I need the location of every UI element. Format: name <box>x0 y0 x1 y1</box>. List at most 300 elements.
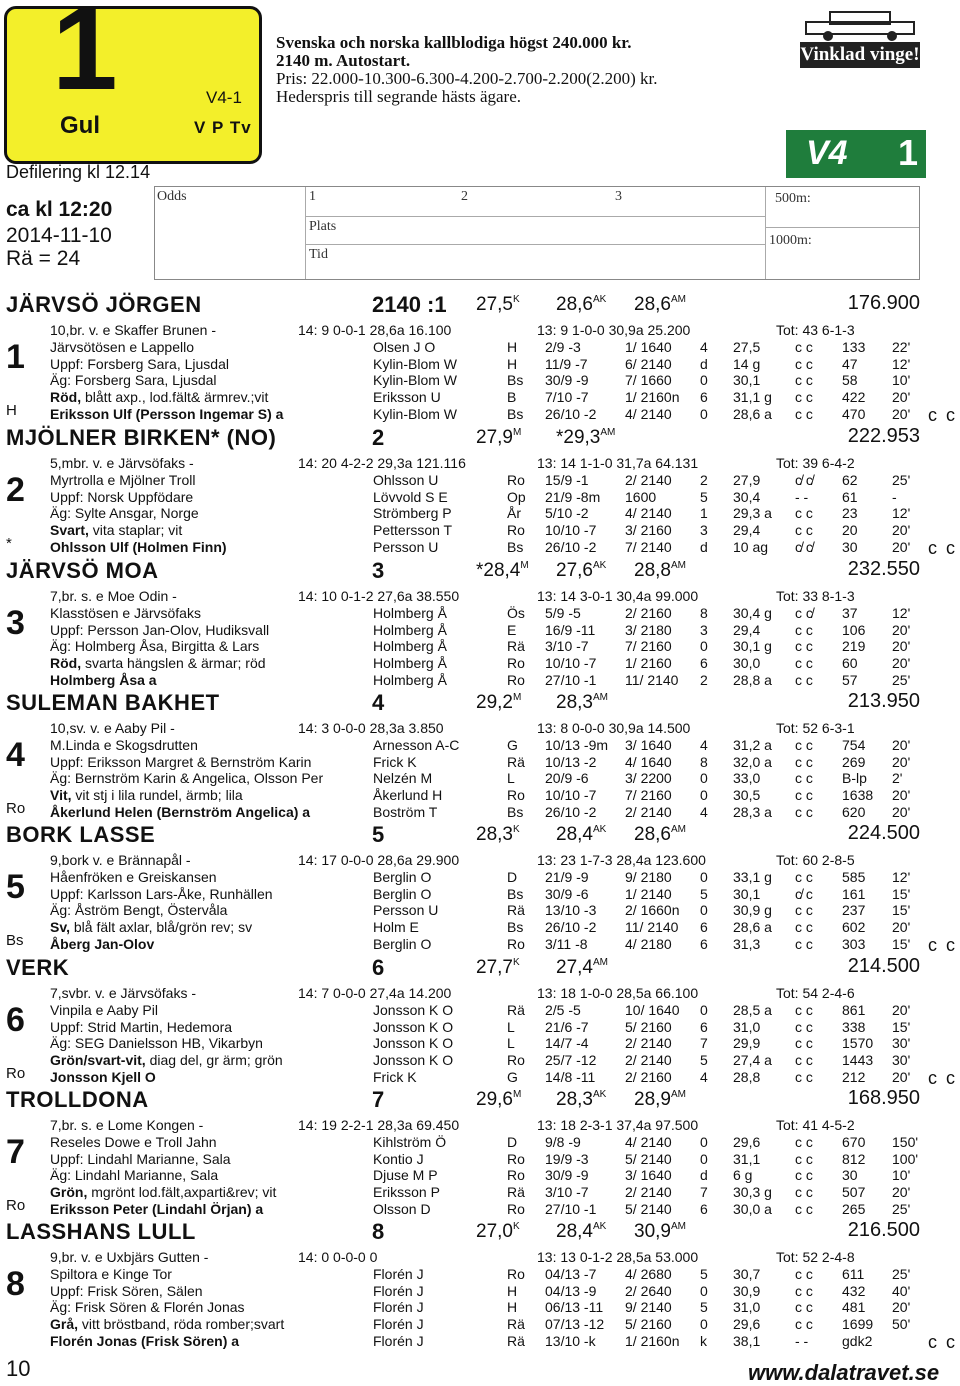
cell-ds: 0 <box>700 1001 708 1018</box>
cell-info: Vinpila e Aaby Pil <box>50 1001 158 1018</box>
cell-drv: Arnesson A-C <box>373 736 460 753</box>
cell-dt: 27/10 -1 <box>545 672 597 688</box>
horse-money: 213.950 <box>847 690 920 712</box>
grid-1000m: 1000m: <box>769 233 812 248</box>
cell-dt: 14/8 -11 <box>545 1069 596 1085</box>
cell-pr: 20' <box>892 919 911 936</box>
cell-info: Uppf: Forsberg Sara, Ljusdal <box>50 355 229 372</box>
cell-pl: 7/ 1660 <box>625 372 672 389</box>
cell-tm: 31,3 <box>733 936 761 952</box>
cell-pl: 5/ 2140 <box>625 1150 672 1167</box>
cell-info: Järvsötösen e Lappello <box>50 338 194 355</box>
cell-trk: L <box>507 770 515 787</box>
record-suffix: AM <box>600 427 616 438</box>
cell-ds: 4 <box>700 1069 708 1085</box>
cell-tm: 27,4 a <box>733 1052 772 1069</box>
horse-record-2 <box>556 824 606 846</box>
record-suffix: AK <box>592 294 607 305</box>
horse-money: 176.900 <box>847 292 920 314</box>
cell-trk: H <box>507 338 518 355</box>
cell-ds: 6 <box>700 1018 708 1035</box>
horse-record-1 <box>476 957 520 979</box>
cell-trk: L <box>507 1035 515 1052</box>
cell-trk: H <box>507 1282 518 1299</box>
cell-ds: 6 <box>700 655 708 672</box>
cell-pl: 5/ 2160 <box>625 1316 672 1333</box>
horse-number: 4 <box>6 736 25 774</box>
cell-tm: Tot: 33 8-1-3 <box>776 588 855 604</box>
cell-tm: 30,1 g <box>733 638 772 655</box>
defilering-time: Defilering kl 12.14 <box>6 162 151 182</box>
cell-sh: c̸ c <box>795 885 813 902</box>
cell-drv: Åkerlund H <box>373 787 443 804</box>
cell-info: Äg: Frisk Sören & Florén Jonas <box>50 1299 245 1316</box>
race-title: Svenska och norska kallblodiga högst 240.000 kr. <box>276 33 632 52</box>
cell-info: Vit, vit stj i lila rundel, ärmb; lila <box>50 787 243 804</box>
cell-ds: 2 <box>700 672 708 688</box>
cell-pl: 1/ 2160n <box>625 389 680 406</box>
cell-info: Uppf: Strid Martin, Hedemora <box>50 1018 233 1035</box>
cell-trk: Op <box>507 488 526 505</box>
cell-pr: 12' <box>892 868 911 885</box>
cell-pr: 20' <box>892 655 911 672</box>
horse-start: 2140 :1 <box>372 292 447 317</box>
cell-dt: 13: 14 3-0-1 30,4a 99.000 <box>537 588 699 604</box>
cell-info: Reseles Dowe e Troll Jahn <box>50 1133 217 1150</box>
grid-odds: Odds <box>157 189 187 204</box>
cell-tm: Tot: 43 6-1-3 <box>776 322 855 338</box>
cell-info: 10,br. v. e Skaffer Brunen - <box>50 322 217 338</box>
cell-sh: c c <box>795 372 813 389</box>
cell-od: 133 <box>842 338 866 355</box>
site-url: www.dalatravet.se <box>748 1360 940 1385</box>
cell-pl: 2/ 2140 <box>625 804 672 820</box>
horse-money: 216.500 <box>847 1219 920 1241</box>
cell-od: 161 <box>842 885 866 902</box>
record-value: *29,3 <box>556 427 601 448</box>
cell-pl: 3/ 1640 <box>625 736 672 753</box>
horse-record-1 <box>476 1221 520 1243</box>
cell-sh: c c <box>795 902 813 919</box>
vinklad-vinge-logo <box>800 8 920 68</box>
result-grid <box>154 186 920 280</box>
cell-dt: 10/13 -9m <box>545 736 609 753</box>
cell-drv: Persson U <box>373 902 439 919</box>
cell-sh: c c <box>795 1035 813 1052</box>
horse-record-1 <box>476 427 521 449</box>
cell-trk: Ro <box>507 1265 525 1282</box>
cell-drv: Eriksson P <box>373 1184 440 1201</box>
record-value: 30,9 <box>634 1221 671 1242</box>
cell-info: Uppf: Karlsson Lars-Åke, Runhällen <box>50 885 273 902</box>
race-honor: Hederspris till segrande hästs ägare. <box>276 87 521 106</box>
cell-tm: 6 g <box>733 1167 753 1184</box>
cell-ds: d <box>700 539 708 555</box>
cell-info: 5,mbr. v. e Järvsöfaks - <box>50 455 194 471</box>
cell-dt: 06/13 -11 <box>545 1299 604 1316</box>
cell-ds: 6 <box>700 1201 708 1217</box>
cell-trk: Bs <box>507 372 524 389</box>
cell-drv: 14: 7 0-0-0 27,4a 14.200 <box>298 985 452 1001</box>
record-value: 28,6 <box>634 294 671 315</box>
cell-trk: E <box>507 621 517 638</box>
cell-pl: 2/ 2140 <box>625 1035 672 1052</box>
cell-od: 61 <box>842 488 858 505</box>
race-badge <box>4 6 262 164</box>
cell-info: Grön/svart-vit, diag del, gr ärm; grön <box>50 1052 283 1069</box>
cell-dt: 21/9 -9 <box>545 868 589 885</box>
cell-sh: c c <box>795 672 813 688</box>
cell-dt: 5/9 -5 <box>545 604 581 621</box>
cell-drv: Berglin O <box>373 868 432 885</box>
cell-info: Klasstösen e Järvsöfaks <box>50 604 201 621</box>
cell-od: 481 <box>842 1299 866 1316</box>
record-value: 28,6 <box>634 824 671 845</box>
record-suffix: AM <box>670 560 686 571</box>
cell-pr: 150' <box>892 1133 919 1150</box>
cell-ds: 4 <box>700 338 708 355</box>
cell-dt: 10/10 -7 <box>545 787 597 804</box>
cell-dt: 13: 18 1-0-0 28,5a 66.100 <box>537 985 699 1001</box>
v4-logo <box>786 130 926 178</box>
cell-ds: k <box>700 1333 707 1349</box>
horse-record-2 <box>556 294 606 316</box>
horse-badge: Ro <box>6 1197 26 1214</box>
cell-drv: Holmberg Å <box>373 604 447 621</box>
shoe-indicator: c c <box>928 1332 958 1352</box>
cell-dt: 3/11 -8 <box>545 936 588 952</box>
horse-name: JÄRVSÖ MOA <box>6 558 159 583</box>
horse-start: 3 <box>372 558 385 583</box>
cell-pr: 15' <box>892 1018 911 1035</box>
cell-pr: - <box>892 488 897 505</box>
game-type: V4-1 <box>206 88 242 107</box>
cell-dt: 04/13 -9 <box>545 1282 597 1299</box>
cell-trk: Bs <box>507 406 524 422</box>
cell-drv: Florén J <box>373 1299 424 1316</box>
cell-pl: 2/ 2140 <box>625 1184 672 1201</box>
cell-pl: 1/ 1640 <box>625 338 672 355</box>
cell-od: 47 <box>842 355 858 372</box>
record-suffix: AM <box>670 1089 686 1100</box>
cell-trk: H <box>507 1299 518 1316</box>
cell-drv: Strömberg P <box>373 505 452 522</box>
cell-pl: 2/ 2140 <box>625 1052 672 1069</box>
cell-pr: 2' <box>892 770 903 787</box>
cell-drv: Berglin O <box>373 885 432 902</box>
cell-od: 470 <box>842 406 866 422</box>
record-value: 27,7 <box>476 957 513 978</box>
cell-pl: 2/ 1660n <box>625 902 680 919</box>
cell-drv: 14: 19 2-2-1 28,3a 69.450 <box>298 1117 460 1133</box>
cell-drv: Jonsson K O <box>373 1001 454 1018</box>
cell-pr: 20' <box>892 406 911 422</box>
horse-record-1 <box>476 1089 521 1111</box>
record-value: 28,8 <box>634 560 671 581</box>
cell-od: 1638 <box>842 787 874 804</box>
cell-info: Holmberg Åsa a <box>50 672 157 688</box>
cell-dt: 11/9 -7 <box>545 355 588 372</box>
cell-sh: c c <box>795 919 813 936</box>
cell-ds: 7 <box>700 1184 708 1201</box>
cell-dt: 21/9 -8m <box>545 488 601 505</box>
record-suffix: AK <box>592 560 607 571</box>
cell-od: 62 <box>842 471 858 488</box>
record-value: 28,4 <box>556 824 593 845</box>
cell-trk: Rä <box>507 902 525 919</box>
horse-entry <box>0 558 960 690</box>
cell-tm: 30,4 <box>733 488 761 505</box>
record-suffix: AK <box>592 1221 607 1232</box>
cell-drv: Olsson D <box>373 1201 431 1217</box>
horse-number: 3 <box>6 604 25 642</box>
cell-dt: 30/9 -9 <box>545 1167 589 1184</box>
cell-od: 20 <box>842 522 858 539</box>
cell-sh: c c <box>795 1282 813 1299</box>
cell-tm: 30,4 g <box>733 604 772 621</box>
record-value: 27,4 <box>556 957 593 978</box>
race-ra: Rä = 24 <box>6 247 81 270</box>
cell-drv: Eriksson U <box>373 389 441 406</box>
cell-pl: 11/ 2140 <box>625 919 679 936</box>
cell-drv: Florén J <box>373 1333 424 1349</box>
cell-sh: c c <box>795 1018 813 1035</box>
cell-od: 432 <box>842 1282 866 1299</box>
horse-start: 4 <box>372 690 385 715</box>
horse-money: 168.950 <box>847 1087 920 1109</box>
cell-pr: 12' <box>892 355 911 372</box>
cell-ds: 5 <box>700 885 708 902</box>
cell-drv: Boström T <box>373 804 438 820</box>
cell-info: Åkerlund Helen (Bernström Angelica) a <box>50 804 311 820</box>
cell-od: 219 <box>842 638 866 655</box>
cell-trk: Ro <box>507 1150 525 1167</box>
cell-trk: Ro <box>507 787 525 804</box>
cell-drv: Holmberg Å <box>373 672 447 688</box>
cell-dt: 26/10 -2 <box>545 406 597 422</box>
cell-pl: 10/ 1640 <box>625 1001 680 1018</box>
cell-drv: Persson U <box>373 539 439 555</box>
cell-ds: 0 <box>700 787 708 804</box>
cell-drv: Jonsson K O <box>373 1052 454 1069</box>
cell-pr: 22' <box>892 338 911 355</box>
cell-drv: Frick K <box>373 1069 417 1085</box>
cell-drv: Pettersson T <box>373 522 453 539</box>
horse-money: 214.500 <box>847 955 920 977</box>
shoe-indicator: c c <box>928 405 958 425</box>
cell-info: Äg: Lindahl Marianne, Sala <box>50 1167 219 1184</box>
record-value: 27,5 <box>476 294 513 315</box>
cell-sh: c c <box>795 389 813 406</box>
cell-info: Florén Jonas (Frisk Sören) a <box>50 1333 240 1349</box>
record-suffix: AM <box>670 824 686 835</box>
cell-pl: 1/ 2160 <box>625 655 672 672</box>
cell-drv: Florén J <box>373 1316 424 1333</box>
horse-record-2 <box>556 427 615 449</box>
cell-dt: 10/10 -7 <box>545 655 597 672</box>
cell-info: Uppf: Eriksson Margret & Bernström Karin <box>50 753 312 770</box>
horse-name: MJÖLNER BIRKEN* (NO) <box>6 425 277 450</box>
cell-dt: 13: 23 1-7-3 28,4a 123.600 <box>537 852 706 868</box>
cell-trk: Rä <box>507 1333 525 1349</box>
cell-sh: c c <box>795 804 813 820</box>
grid-col3: 3 <box>615 189 622 204</box>
cell-info: Åberg Jan-Olov <box>50 936 155 952</box>
cell-trk: Rä <box>507 753 525 770</box>
cell-drv: Jonsson K O <box>373 1035 454 1052</box>
cell-tm: 31,1 g <box>733 389 772 406</box>
grid-col2: 2 <box>461 189 468 204</box>
cell-info: Ohlsson Ulf (Holmen Finn) <box>50 539 227 555</box>
cell-sh: c c <box>795 770 813 787</box>
horse-entry <box>0 690 960 822</box>
cell-ds: 5 <box>700 488 708 505</box>
cell-ds: 4 <box>700 804 708 820</box>
cell-trk: Ro <box>507 672 525 688</box>
cell-pl: 4/ 2680 <box>625 1265 672 1282</box>
cell-tm: 30,7 <box>733 1265 761 1282</box>
cell-ds: 5 <box>700 1299 708 1316</box>
cell-dt: 04/13 -7 <box>545 1265 597 1282</box>
cell-info: Eriksson Ulf (Persson Ingemar S) a <box>50 406 284 422</box>
cell-pr: 15' <box>892 885 911 902</box>
cell-drv: Ohlsson U <box>373 471 439 488</box>
horse-record-3 <box>634 294 686 316</box>
cell-trk: Bs <box>507 919 524 936</box>
cell-tm: 29,3 a <box>733 505 772 522</box>
cell-drv: Djuse M P <box>373 1167 438 1184</box>
cell-tm: 30,9 <box>733 1282 761 1299</box>
v4-logo-left: V4 <box>806 134 848 172</box>
cell-tm: 29,4 <box>733 522 761 539</box>
cell-trk: Rä <box>507 1316 525 1333</box>
record-value: 28,9 <box>634 1089 671 1110</box>
cell-sh: c c <box>795 505 813 522</box>
cell-trk: Bs <box>507 804 524 820</box>
cell-tm: 31,0 <box>733 1299 761 1316</box>
race-date: 2014-11-10 <box>6 224 112 247</box>
cell-pl: 2/ 2640 <box>625 1282 672 1299</box>
cell-od: 303 <box>842 936 866 952</box>
cell-pl: 2/ 2160 <box>625 1069 672 1085</box>
cell-pr: 20' <box>892 522 911 539</box>
cell-od: 106 <box>842 621 866 638</box>
cell-drv: 14: 17 0-0-0 28,6a 29.900 <box>298 852 460 868</box>
page-number: 10 <box>6 1356 31 1381</box>
cell-tm: 28,3 a <box>733 804 772 820</box>
cell-pr: 20' <box>892 736 911 753</box>
cell-od: 30 <box>842 1167 858 1184</box>
cell-sh: c c <box>795 1167 813 1184</box>
cell-pl: 3/ 2160 <box>625 522 672 539</box>
cell-ds: 0 <box>700 770 708 787</box>
cell-pr: 10' <box>892 372 911 389</box>
cell-sh: c c <box>795 1150 813 1167</box>
cell-info: 7,br. s. e Moe Odin - <box>50 588 177 604</box>
horse-entry <box>0 955 960 1087</box>
cell-od: 1570 <box>842 1035 874 1052</box>
cell-tm: 30,3 g <box>733 1184 772 1201</box>
cell-sh: c c <box>795 736 813 753</box>
cell-tm: 28,6 a <box>733 406 772 422</box>
horse-record-2 <box>556 1221 606 1243</box>
race-distance: 2140 m. Autostart. <box>276 51 411 70</box>
cell-drv: 14: 3 0-0-0 28,3a 3.850 <box>298 720 444 736</box>
cell-sh: c c <box>795 936 813 952</box>
cell-dt: 26/10 -2 <box>545 539 597 555</box>
cell-tm: 32,0 a <box>733 753 772 770</box>
cell-ds: 0 <box>700 902 708 919</box>
cell-ds: 3 <box>700 522 708 539</box>
cell-od: 754 <box>842 736 866 753</box>
cell-od: 602 <box>842 919 866 936</box>
cell-dt: 30/9 -9 <box>545 372 589 389</box>
cell-tm: Tot: 39 6-4-2 <box>776 455 855 471</box>
record-suffix: M <box>512 427 522 438</box>
cell-od: 611 <box>842 1265 865 1282</box>
cell-dt: 13: 18 2-3-1 37,4a 97.500 <box>537 1117 699 1133</box>
cell-dt: 5/10 -2 <box>545 505 589 522</box>
cell-dt: 20/9 -6 <box>545 770 589 787</box>
cell-pl: 3/ 1640 <box>625 1167 672 1184</box>
cell-sh: c c <box>795 621 813 638</box>
cell-info: Äg: Bernström Karin & Angelica, Olsson Per <box>50 770 324 787</box>
cell-trk: Bs <box>507 539 524 555</box>
horse-entry <box>0 1219 960 1351</box>
cell-od: 812 <box>842 1150 866 1167</box>
cell-sh: c c <box>795 522 813 539</box>
cell-ds: 3 <box>700 621 708 638</box>
cell-pl: 4/ 2140 <box>625 406 672 422</box>
cell-od: 338 <box>842 1018 866 1035</box>
horse-start: 7 <box>372 1087 385 1112</box>
cell-pl: 11/ 2140 <box>625 672 679 688</box>
cell-od: 237 <box>842 902 866 919</box>
cell-dt: 26/10 -2 <box>545 919 597 936</box>
cell-pr: 20' <box>892 638 911 655</box>
grid-tid: Tid <box>309 247 328 262</box>
cell-ds: 8 <box>700 753 708 770</box>
horse-record-1 <box>476 560 529 582</box>
cell-pr: 20' <box>892 804 911 820</box>
cell-pr: 20' <box>892 1069 911 1085</box>
record-suffix: M <box>512 1089 522 1100</box>
cell-info: 10,sv. v. e Aaby Pil - <box>50 720 175 736</box>
cell-pl: 5/ 2160 <box>625 1018 672 1035</box>
cell-drv: Holmberg Å <box>373 638 447 655</box>
horse-name: JÄRVSÖ JÖRGEN <box>6 292 202 317</box>
cell-dt: 3/10 -7 <box>545 638 589 655</box>
cell-pl: 4/ 1640 <box>625 753 672 770</box>
cell-info: Uppf: Persson Jan-Olov, Hudiksvall <box>50 621 270 638</box>
cell-drv: Florén J <box>373 1265 424 1282</box>
cell-pl: 1/ 2160n <box>625 1333 680 1349</box>
cell-dt: 10/10 -7 <box>545 522 597 539</box>
record-suffix: K <box>512 957 520 968</box>
cell-info: Spiltora e Kinge Tor <box>50 1265 172 1282</box>
cell-od: 620 <box>842 804 866 820</box>
cell-info: Äg: Holmberg Åsa, Birgitta & Lars <box>50 638 260 655</box>
cell-tm: 31,2 a <box>733 736 772 753</box>
cell-pr: 20' <box>892 389 911 406</box>
cell-pl: 4/ 2140 <box>625 1133 672 1150</box>
horse-name: TROLLDONA <box>6 1087 149 1112</box>
cell-od: 1699 <box>842 1316 874 1333</box>
cell-tm: 30,1 <box>733 885 761 902</box>
cell-drv: Olsen J O <box>373 338 436 355</box>
horse-record-2 <box>556 957 608 979</box>
cell-sh: c c <box>795 1001 813 1018</box>
